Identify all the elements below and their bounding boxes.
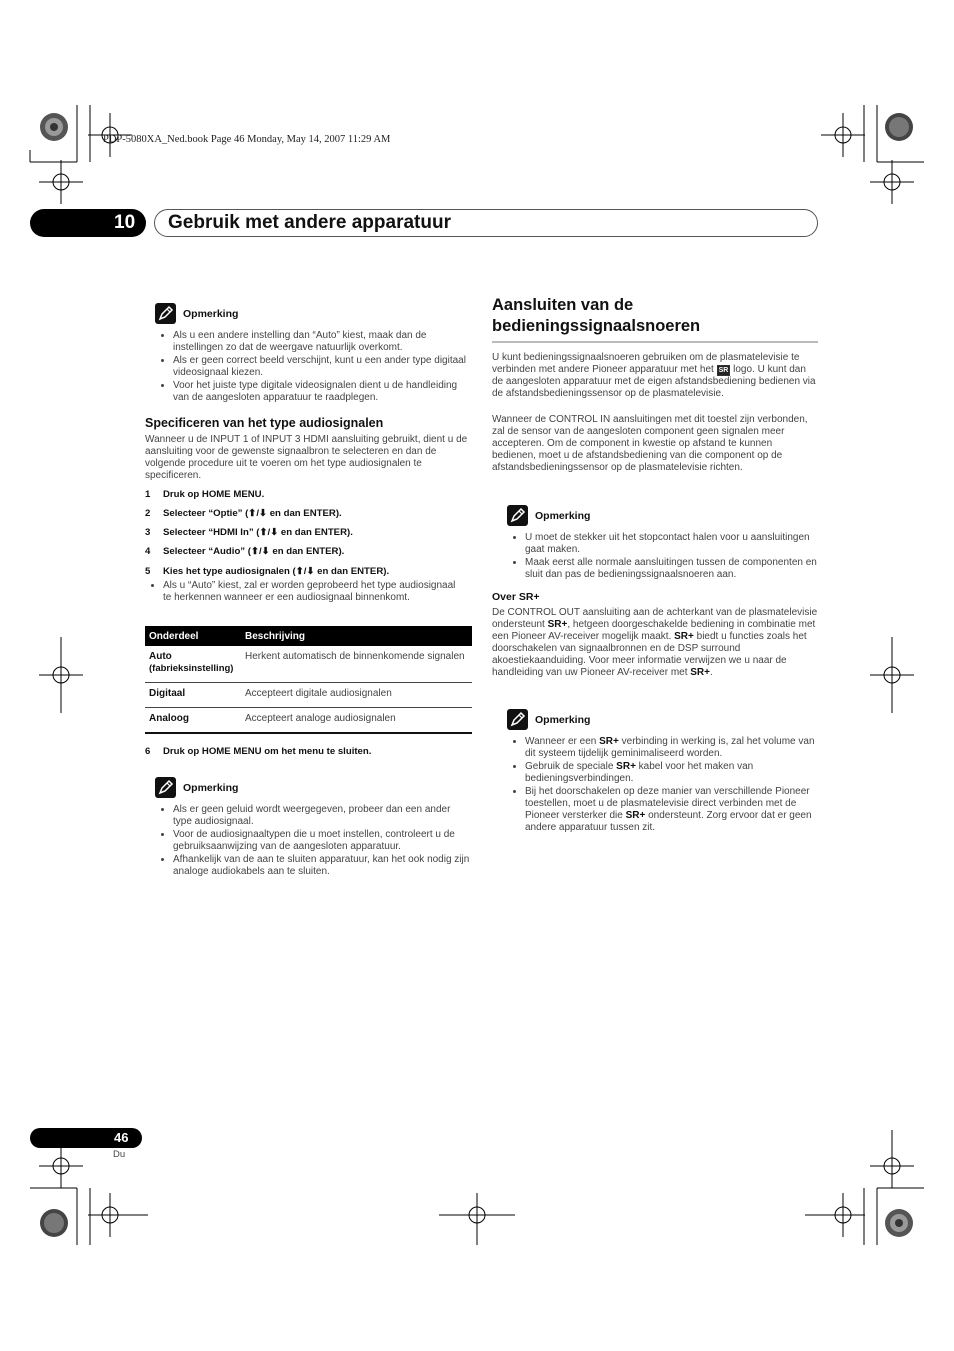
step-4: 4 Selecteer “Audio” (⬆/⬇ en dan ENTER). <box>145 546 345 557</box>
row-desc: Accepteert analoge audiosignalen <box>241 708 472 734</box>
note-item: • Als u een andere instelling dan “Auto” kiest, maak dan de instellingen zo dat de weergave natuurlijk overkomt. <box>173 330 472 354</box>
note-item: • Afhankelijk van de aan te sluiten apparatuur, kan het ook nodig zijn analoge audiokabels aan te sluiten. <box>173 854 472 878</box>
section-intro: Wanneer u de INPUT 1 of INPUT 3 HDMI aansluiting gebruikt, dient u de aansluiting voor de gewenste signaalbron te selecteren en dan de volgende procedure uit te voeren om het type audiosignalen te specificeren. <box>145 434 468 481</box>
note-item: • Als er geen correct beeld verschijnt, kunt u een ander type digitaal videosignaal kiezen. <box>173 355 472 379</box>
row-key: Analoog <box>145 708 241 734</box>
note-item: • Wanneer er een SR+ verbinding in werking is, zal het volume van dit systeem tijdelijk geminimaliseerd worden. <box>525 736 819 760</box>
sr-logo-icon: SR <box>718 367 729 374</box>
step-5-note <box>145 580 463 605</box>
table-header: Beschrijving <box>241 626 472 646</box>
note-item: • Voor de audiosignaaltypen die u moet instellen, controleert u de gebruiksaanwijzing van de aangesloten apparatuur. <box>173 829 472 853</box>
page-number: 46 <box>30 1128 142 1148</box>
step-2: 2 Selecteer “Optie” (⬆/⬇ en dan ENTER). <box>145 508 342 519</box>
pencil-icon <box>507 505 528 526</box>
pencil-icon <box>155 777 176 798</box>
note-item: • Gebruik de speciale SR+ kabel voor het maken van bedieningsverbindingen. <box>525 761 819 785</box>
step-5: 5 Kies het type audiosignalen (⬆/⬇ en dan ENTER). <box>145 566 390 577</box>
over-sr-body: De CONTROL OUT aansluiting aan de achterkant van de plasmatelevisie ondersteunt SR+, hetgeen doorgeschakelde bediening in combinatie met een Pioneer AV-receiver mogelijk maakt. SR+ biedt u functies zoals het doorschakelen van signaalbronnen en de DSP surround akoestiekaanduiding. Voor meer informatie verwijzen we u naar de handleiding van uw Pioneer AV-receiver met SR+. <box>492 607 818 678</box>
chapter-title: Gebruik met andere apparatuur <box>154 209 818 237</box>
book-header: PDP-5080XA_Ned.book Page 46 Monday, May 14, 2007 11:29 AM <box>103 134 391 145</box>
note-item: • Als u “Auto” kiest, zal er worden geprobeerd het type audiosignaal te herkennen wanneer er een audiosignaal binnenkomt. <box>163 580 463 604</box>
note-title: Opmerking <box>183 781 239 794</box>
row-key: Digitaal <box>145 683 241 708</box>
chapter-number: 10 <box>30 209 146 237</box>
note-block-3 <box>507 505 819 582</box>
language-code: Du <box>113 1149 126 1160</box>
note-item: • Voor het juiste type digitale videosignalen dient u de handleiding van de aangesloten apparatuur te raadplegen. <box>173 380 472 404</box>
row-desc: Accepteert digitale audiosignalen <box>241 683 472 708</box>
step-3: 3 Selecteer “HDMI In” (⬆/⬇ en dan ENTER). <box>145 527 353 538</box>
step-1: 1 Druk op HOME MENU. <box>145 489 265 500</box>
table-row <box>145 683 472 708</box>
right-heading: Aansluiten van de bedieningssignaalsnoeren <box>492 295 818 343</box>
note-title: Opmerking <box>535 713 591 726</box>
note-item: • Maak eerst alle normale aansluitingen tussen de componenten en sluit dan pas de bedieningssignaalsnoeren aan. <box>525 557 819 581</box>
note-title: Opmerking <box>535 509 591 522</box>
table-row <box>145 708 472 734</box>
note-item: • U moet de stekker uit het stopcontact halen voor u aansluitingen gaat maken. <box>525 532 819 556</box>
note-title: Opmerking <box>183 307 239 320</box>
note-block-2 <box>155 777 472 879</box>
row-desc: Herkent automatisch de binnenkomende signalen <box>241 646 472 683</box>
pencil-icon <box>155 303 176 324</box>
note-item: • Bij het doorschakelen op deze manier van verschillende Pioneer toestellen, moet u de plasmatelevisie direct verbinden met de Pioneer versterker die SR+ ondersteunt. Zorg ervoor dat er geen andere apparatuur tussen zit. <box>525 786 819 834</box>
section-heading: Specificeren van het type audiosignalen <box>145 416 384 430</box>
table-header: Onderdeel <box>145 626 241 646</box>
row-key-sub: (fabrieksinstelling) <box>149 663 234 674</box>
note-item: • Als er geen geluid wordt weergegeven, probeer dan een ander type audiosignaal. <box>173 804 472 828</box>
note-block-1 <box>155 303 472 405</box>
right-para-1: U kunt bedieningssignaalsnoeren gebruiken om de plasmatelevisie te verbinden met andere Pioneer apparatuur met het SR logo. U kunt dan de aangesloten apparatuur met de eigen afstandsbediening bedienen via de afstandsbedieningssensor op de plasmatelevisie. <box>492 352 816 399</box>
audio-type-table <box>145 626 472 734</box>
step-6: 6 Druk op HOME MENU om het menu te sluiten. <box>145 746 372 757</box>
over-sr-heading: Over SR+ <box>492 591 540 603</box>
table-row <box>145 646 472 683</box>
pencil-icon <box>507 709 528 730</box>
row-key: Auto <box>149 651 172 662</box>
right-para-2: Wanneer de CONTROL IN aansluitingen met dit toestel zijn verbonden, zal de sensor van de aangesloten component geen signalen meer accepteren. Om de component in kwestie op afstand te kunnen bedienen, moet u de afstandsbediening van die component op de afstandsbedieningssensor op de plasmatelevisie richten. <box>492 414 808 473</box>
note-block-4 <box>507 709 819 835</box>
